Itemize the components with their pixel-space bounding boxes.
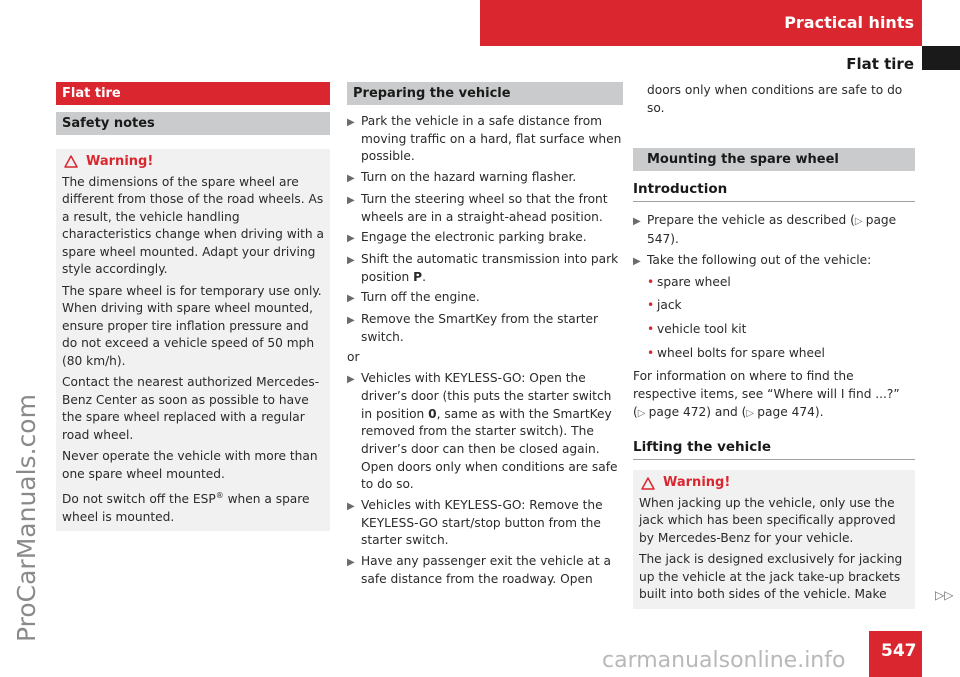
- page-reference: page 474).: [757, 404, 824, 419]
- info-text: For information on where to find the respective items, see “Where will I find ...?” (: [633, 369, 900, 419]
- side-watermark: ProCarManuals.com: [12, 394, 41, 642]
- safety-notes-heading: Safety notes: [56, 112, 330, 135]
- instruction-step: [347, 370, 623, 494]
- arrow-right-icon: ▶: [347, 233, 355, 245]
- step-text-post: .: [422, 269, 426, 284]
- page-number: 547: [881, 641, 917, 661]
- preparing-vehicle-heading: Preparing the vehicle: [347, 82, 623, 105]
- page-ref-icon: ▷: [854, 216, 866, 228]
- step-text-pre: Vehicles with KEYLESS-GO: Open the driver’s door (this puts the starter switch in position: [361, 371, 612, 421]
- warning-title: [639, 474, 909, 492]
- instruction-step: [347, 191, 623, 226]
- esp-text-pre: Do not switch off the ESP: [62, 492, 216, 507]
- step-text: Engage the electronic parking brake.: [361, 230, 587, 245]
- step-text: [361, 251, 623, 286]
- page-reference: page 472) and (: [648, 404, 747, 419]
- arrow-right-icon: ▶: [633, 255, 641, 267]
- list-item-text: spare wheel: [657, 274, 731, 289]
- section-title: Flat tire: [846, 55, 914, 73]
- header-tab-marker: [922, 46, 960, 70]
- list-item-text: jack: [657, 298, 682, 313]
- arrow-right-icon: ▶: [347, 254, 355, 266]
- list-item: [647, 345, 915, 363]
- warning-paragraph-esp: [62, 487, 324, 526]
- arrow-right-icon: ▶: [347, 173, 355, 185]
- warning-triangle-icon: [641, 477, 655, 490]
- instruction-step: [633, 252, 915, 271]
- list-item: [647, 321, 915, 339]
- registered-mark: ®: [215, 491, 224, 500]
- warning-title-text: Warning!: [86, 154, 154, 169]
- step-text: Have any passenger exit the vehicle at a safe distance from the roadway. Open: [361, 554, 612, 586]
- warning-triangle-icon: [64, 155, 78, 168]
- step-text: Vehicles with KEYLESS-GO: Remove the KEYLESS-GO start/stop button from the starter switch.: [361, 498, 603, 548]
- warning-title-text: Warning!: [663, 475, 731, 491]
- instruction-step: [347, 497, 623, 550]
- mounting-spare-wheel-heading: Mounting the spare wheel: [633, 148, 915, 171]
- gear-position: P: [413, 269, 423, 284]
- step-text: Turn the steering wheel so that the front wheels are in a straight-ahead position.: [361, 191, 608, 224]
- warning-box: [56, 149, 330, 531]
- list-item-text: wheel bolts for spare wheel: [657, 345, 825, 360]
- bullet-icon: •: [647, 274, 655, 289]
- arrow-right-icon: ▶: [347, 117, 355, 128]
- step-text: Turn on the hazard warning flasher.: [361, 170, 577, 185]
- list-item: [647, 297, 915, 315]
- warning-paragraph: Contact the nearest authorized Mercedes-Benz Center as soon as possible to have the spare wheel replaced with a regular road wheel.: [62, 375, 320, 442]
- step-text-pre: Prepare the vehicle as described (: [647, 213, 855, 228]
- instruction-step: [347, 229, 623, 248]
- step-text: Take the following out of the vehicle:: [647, 252, 872, 267]
- step-text: Turn off the engine.: [361, 290, 480, 305]
- instruction-step: [347, 553, 623, 588]
- or-separator: or: [347, 350, 360, 365]
- arrow-right-icon: ▶: [347, 194, 355, 206]
- bullet-icon: •: [647, 345, 655, 360]
- lifting-vehicle-heading: Lifting the vehicle: [633, 439, 915, 460]
- warning-paragraph: The dimensions of the spare wheel are different from those of the road wheels. As a result, the vehicle handling characteristics change when driving with a spare wheel mounted. Adapt your driving style accordingly.: [62, 174, 324, 276]
- arrow-right-icon: ▶: [347, 293, 355, 305]
- warning-paragraph: When jacking up the vehicle, only use the jack which has been specifically approved by Mercedes-Benz for your vehicle.: [639, 495, 896, 545]
- chapter-title: Practical hints: [784, 13, 914, 32]
- info-paragraph: [633, 368, 915, 422]
- step-text: [647, 212, 915, 248]
- instruction-step: [633, 212, 915, 248]
- bullet-icon: •: [647, 298, 655, 313]
- bullet-icon: •: [647, 321, 655, 336]
- list-item-text: vehicle tool kit: [657, 321, 747, 336]
- continued-icon: ▷▷: [935, 588, 954, 602]
- column-preparing: [347, 82, 623, 592]
- page-ref-icon: ▷: [746, 407, 758, 419]
- arrow-right-icon: ▶: [347, 374, 355, 386]
- page-ref-icon: ▷: [637, 407, 649, 419]
- esp-text-post: when a spare wheel is mounted.: [62, 492, 310, 524]
- instruction-step: [347, 169, 623, 188]
- column-mounting: [633, 82, 915, 609]
- flat-tire-heading: Flat tire: [56, 82, 330, 105]
- warning-title: [62, 153, 324, 171]
- chapter-header: [480, 0, 922, 46]
- page-number-box: [869, 631, 922, 677]
- step-text-post: , same as with the SmartKey removed from the starter switch). The driver’s door can then be closed again. Open doors only when conditions are safe to do so.: [361, 406, 618, 492]
- arrow-right-icon: ▶: [347, 501, 355, 513]
- instruction-step: [347, 251, 623, 286]
- warning-paragraph: Never operate the vehicle with more than one spare wheel mounted.: [62, 449, 318, 481]
- instruction-step: [347, 289, 623, 308]
- column-safety: [56, 82, 330, 531]
- page-reference: page 547).: [647, 213, 897, 247]
- arrow-right-icon: ▶: [347, 557, 355, 569]
- introduction-heading: Introduction: [633, 181, 915, 202]
- continuation-text: doors only when conditions are safe to do so.: [647, 83, 903, 115]
- warning-paragraph: The jack is designed exclusively for jacking up the vehicle at the jack take-up brackets built into both sides of the vehicle. Make: [639, 552, 903, 602]
- list-item: [647, 274, 915, 292]
- arrow-right-icon: ▶: [347, 315, 355, 327]
- step-text: [361, 370, 623, 494]
- footer-watermark: carmanualsonline.info: [602, 648, 846, 673]
- step-text: Remove the SmartKey from the starter switch.: [361, 312, 599, 344]
- step-text-pre: Shift the automatic transmission into park position: [361, 251, 619, 284]
- warning-box: [633, 470, 915, 609]
- instruction-step: [347, 311, 623, 346]
- warning-paragraph: The spare wheel is for temporary use only. When driving with spare wheel mounted, ensure proper tire inflation pressure and do not exceed a vehicle speed of 50 mph (80 km/h).: [62, 283, 322, 368]
- instruction-step: [347, 113, 623, 166]
- switch-position: 0: [428, 406, 437, 421]
- step-text: Park the vehicle in a safe distance from moving traffic on a hard, flat surface when possible.: [361, 114, 622, 164]
- arrow-right-icon: ▶: [633, 216, 641, 228]
